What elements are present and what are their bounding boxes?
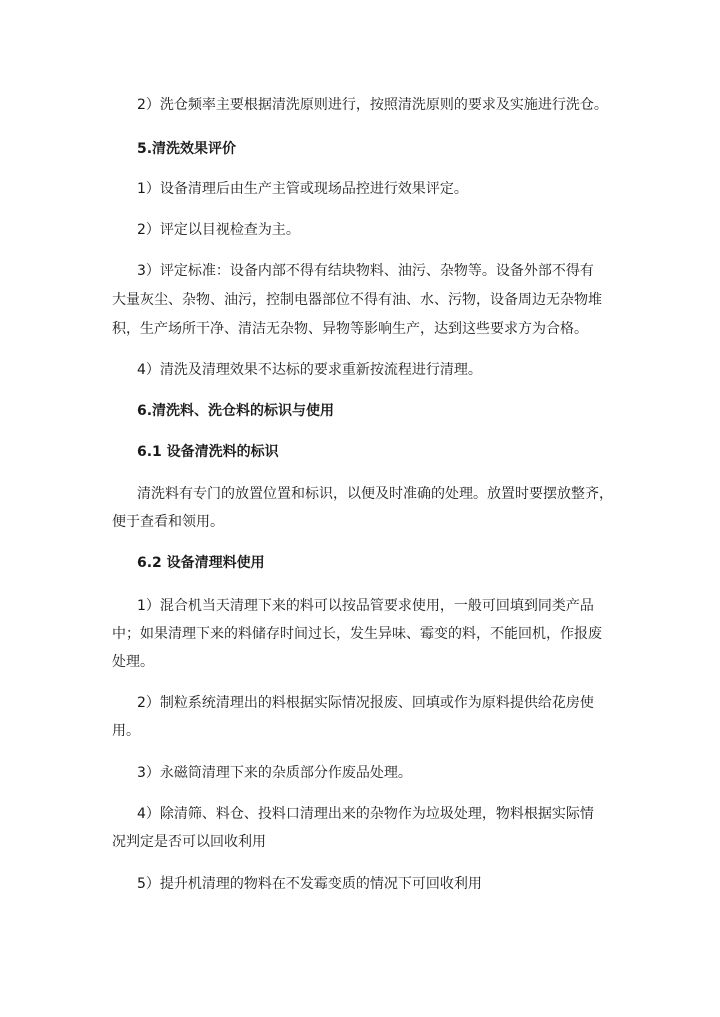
heading-material-identification: 6.清洗料、洗仓料的标识与使用 [137, 403, 335, 419]
heading-cleaning-evaluation: 5.清洗效果评价 [137, 141, 237, 157]
paragraph-6-1-line1: 清洗料有专门的放置位置和标识，以便及时准确的处理。放置时要摆放整齐， [137, 486, 613, 502]
paragraph-6-2-1-line1: 1）混合机当天清理下来的料可以按品管要求使用，一般可回填到同类产品 [137, 598, 594, 614]
heading-6-1: 6.1 设备清洗料的标识 [137, 444, 279, 460]
heading-6-2: 6.2 设备清理料使用 [137, 555, 265, 571]
paragraph-6-2-5: 5）提升机清理的物料在不发霉变质的情况下可回收利用 [137, 876, 482, 892]
paragraph-wash-frequency: 2）洗仓频率主要根据清洗原则进行，按照清洗原则的要求及实施进行洗仓。 [137, 97, 608, 113]
paragraph-6-2-1-line3: 处理。 [112, 654, 154, 670]
paragraph-evaluation-3-line3: 积，生产场所干净、清洁无杂物、异物等影响生产，达到这些要求方为合格。 [112, 321, 588, 337]
paragraph-evaluation-3-line1: 3）评定标准：设备内部不得有结块物料、油污、杂物等。设备外部不得有 [137, 263, 594, 279]
paragraph-evaluation-3-line2: 大量灰尘、杂物、油污，控制电器部位不得有油、水、污物，设备周边无杂物堆 [112, 292, 602, 308]
paragraph-6-2-4-line1: 4）除清筛、料仓、投料口清理出来的杂物作为垃圾处理，物料根据实际情 [137, 806, 594, 822]
paragraph-evaluation-1: 1）设备清理后由生产主管或现场品控进行效果评定。 [137, 181, 468, 197]
paragraph-evaluation-4: 4）清洗及清理效果不达标的要求重新按流程进行清理。 [137, 362, 482, 378]
paragraph-6-2-1-line2: 中；如果清理下来的料储存时间过长，发生异味、霉变的料，不能回机，作报废 [112, 626, 602, 642]
paragraph-evaluation-2: 2）评定以目视检查为主。 [137, 222, 300, 238]
paragraph-6-2-2-line1: 2）制粒系统清理出的料根据实际情况报废、回填或作为原料提供给花房使 [137, 695, 594, 711]
paragraph-6-2-4-line2: 况判定是否可以回收利用 [112, 834, 266, 850]
paragraph-6-1-line2: 便于查看和领用。 [112, 514, 224, 530]
paragraph-6-2-2-line2: 用。 [112, 723, 140, 739]
paragraph-6-2-3: 3）永磁筒清理下来的杂质部分作废品处理。 [137, 765, 412, 781]
